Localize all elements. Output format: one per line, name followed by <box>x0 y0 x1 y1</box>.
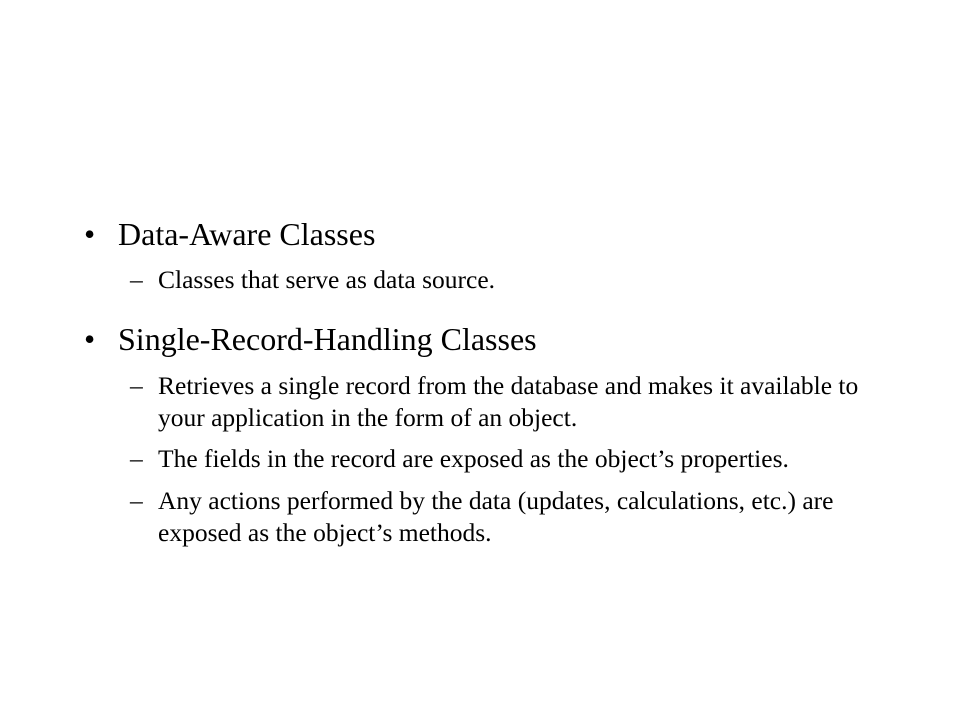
dash-icon: – <box>130 444 143 474</box>
sub-bullet-text: Retrieves a single record from the database and makes it available to your application in the form of an object. <box>158 370 859 432</box>
bullet-icon: • <box>84 216 96 252</box>
sub-list <box>80 370 900 549</box>
bullet-text: Data-Aware Classes <box>118 216 376 252</box>
sub-bullet <box>80 264 900 296</box>
bullet-text: Single-Record-Handling Classes <box>118 321 537 358</box>
bullet-single-record-handling-classes <box>80 320 900 358</box>
sub-bullet <box>80 370 900 434</box>
sub-bullet-text: The fields in the record are exposed as the object’s properties. <box>158 444 789 474</box>
dash-icon: – <box>130 265 143 295</box>
sub-list <box>80 264 900 296</box>
dash-icon: – <box>130 370 143 400</box>
slide-body <box>80 215 900 573</box>
dash-icon: – <box>130 486 143 516</box>
bullet-data-aware-classes <box>80 215 900 253</box>
sub-bullet-text: Any actions performed by the data (updates, calculations, etc.) are exposed as the object’s methods. <box>158 486 834 548</box>
sub-bullet <box>80 485 900 549</box>
bullet-icon: • <box>84 321 96 358</box>
sub-bullet <box>80 443 900 475</box>
sub-bullet-text: Classes that serve as data source. <box>158 265 496 295</box>
